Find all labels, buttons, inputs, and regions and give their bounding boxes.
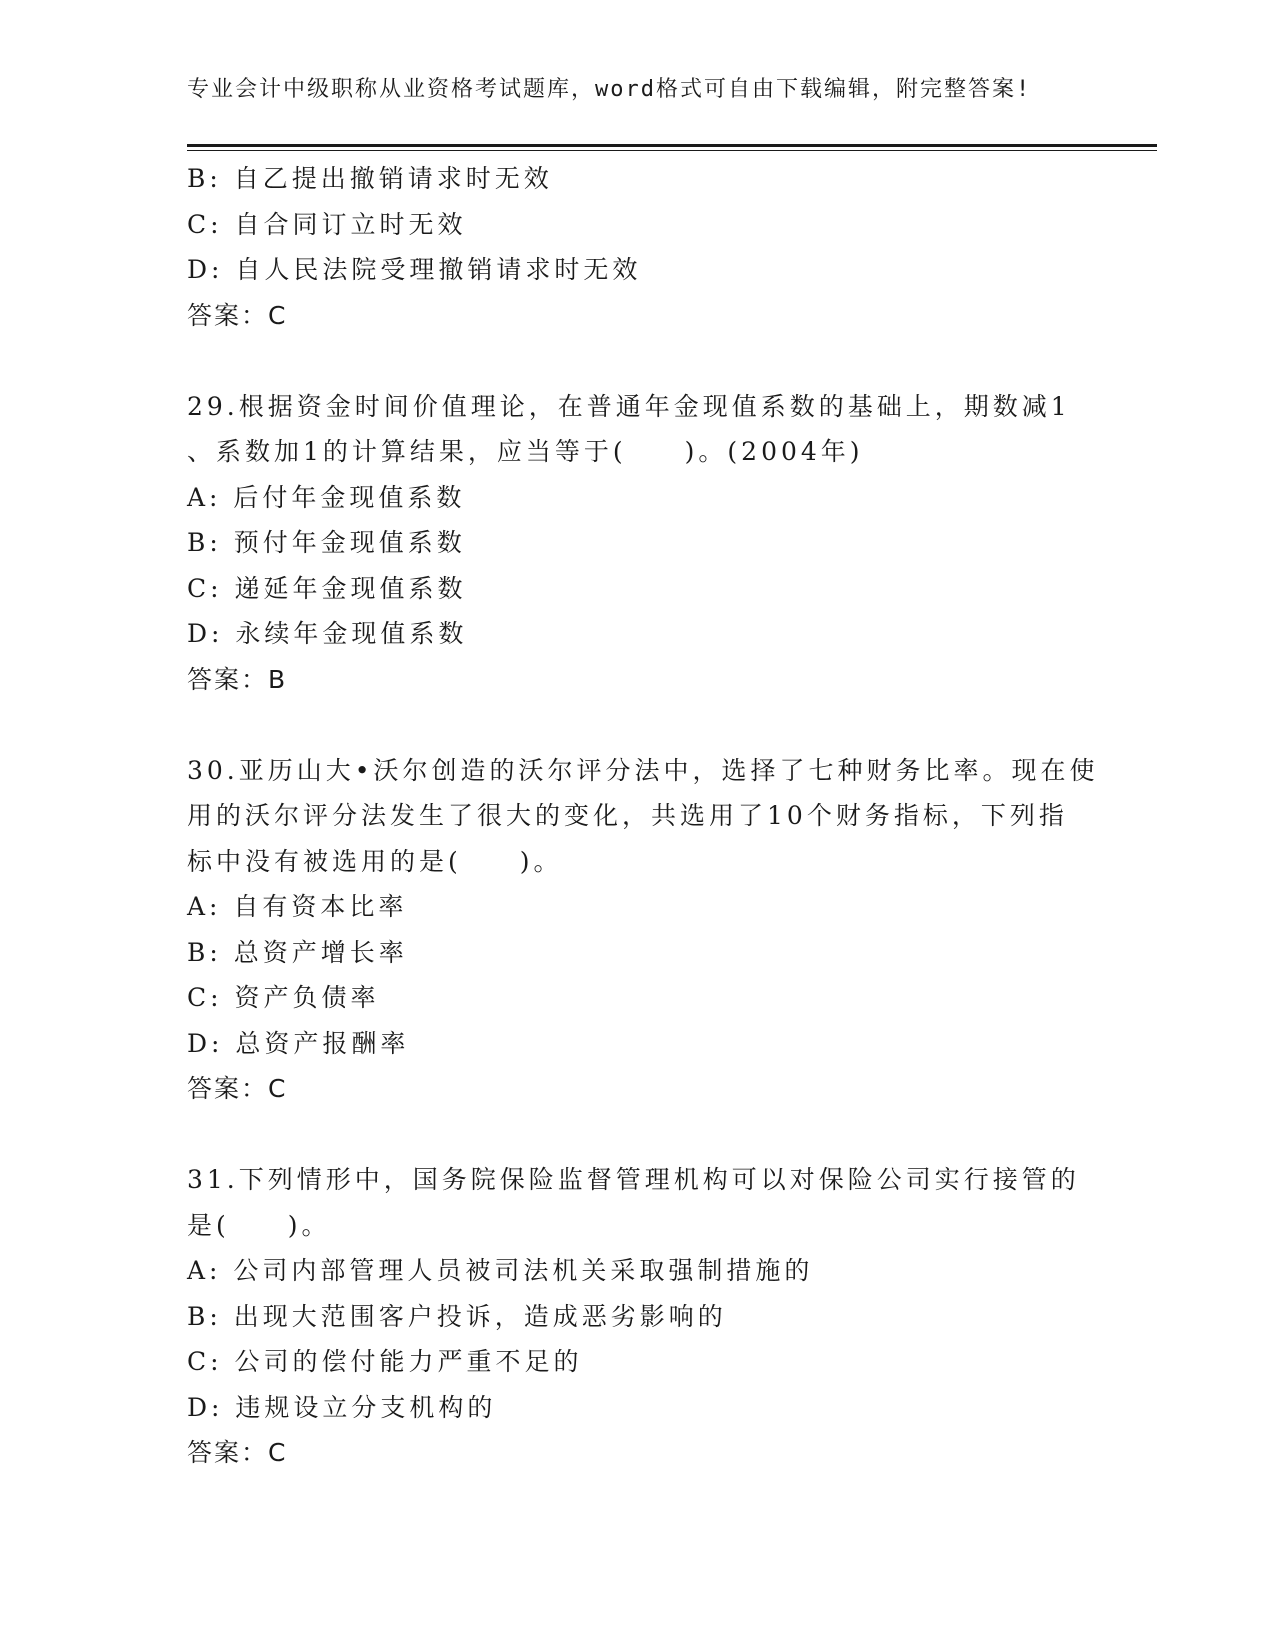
answer-line: 答案：C xyxy=(187,1074,288,1103)
option-d: D: 违规设立分支机构的 xyxy=(187,1392,497,1422)
option-c: C: 公司的偿付能力严重不足的 xyxy=(187,1347,583,1376)
question-stem-line: 用的沃尔评分法发生了很大的变化，共选用了10个财务指标，下列指 xyxy=(187,801,1068,830)
spacer xyxy=(187,1112,1087,1158)
question-stem-line: 29.根据资金时间价值理论，在普通年金现值系数的基础上，期数减1 xyxy=(187,391,1071,421)
spacer xyxy=(187,338,1087,384)
option-b: B: 总资产增长率 xyxy=(187,937,408,967)
question-content xyxy=(187,156,1099,1476)
option-c: C: 资产负债率 xyxy=(187,983,380,1012)
option-c: C: 自合同订立时无效 xyxy=(187,209,467,239)
option-a: A: 后付年金现值系数 xyxy=(187,482,466,512)
option-d: D: 自人民法院受理撤销请求时无效 xyxy=(187,255,642,284)
question-29 xyxy=(187,384,1087,703)
option-b: B: 自乙提出撤销请求时无效 xyxy=(187,164,553,193)
option-a: A: 公司内部管理人员被司法机关采取强制措施的 xyxy=(187,1256,814,1285)
answer-line: 答案：C xyxy=(187,1438,288,1467)
option-c: C: 递延年金现值系数 xyxy=(187,573,467,603)
option-b: B: 预付年金现值系数 xyxy=(187,528,466,557)
question-stem-line: 、系数加1的计算结果，应当等于( )。(2004年) xyxy=(187,437,864,466)
header-rule-thin xyxy=(187,150,1157,151)
option-b: B: 出现大范围客户投诉，造成恶劣影响的 xyxy=(187,1301,727,1331)
spacer xyxy=(187,702,1087,748)
header-rule-thick xyxy=(187,144,1157,147)
question-28-tail xyxy=(187,156,1087,338)
answer-line: 答案：C xyxy=(187,300,288,330)
question-30 xyxy=(187,748,1099,1112)
question-stem-line: 标中没有被选用的是( )。 xyxy=(187,846,563,876)
question-stem-line: 31.下列情形中，国务院保险监督管理机构可以对保险公司实行接管的 xyxy=(187,1165,1080,1194)
question-31 xyxy=(187,1157,1087,1476)
page-header: 专业会计中级职称从业资格考试题库，word格式可自由下载编辑，附完整答案! xyxy=(187,77,1032,102)
option-d: D: 总资产报酬率 xyxy=(187,1028,410,1058)
option-a: A: 自有资本比率 xyxy=(187,892,408,921)
question-stem-line: 30.亚历山大•沃尔创造的沃尔评分法中，选择了七种财务比率。现在使 xyxy=(187,755,1099,785)
answer-line: 答案：B xyxy=(187,664,288,694)
question-stem-line: 是( )。 xyxy=(187,1210,331,1240)
option-d: D: 永续年金现值系数 xyxy=(187,619,468,648)
